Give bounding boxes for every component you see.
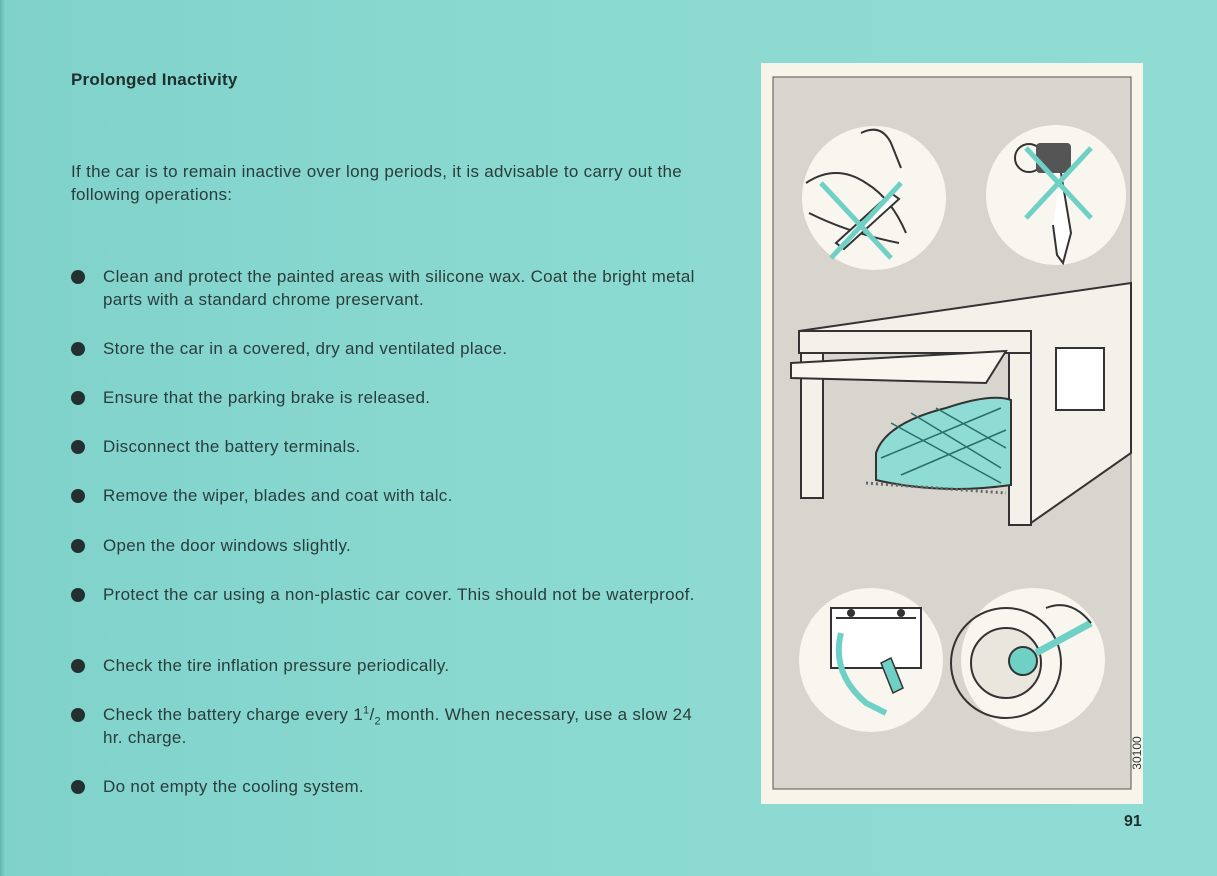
bullet-dot-icon bbox=[71, 659, 85, 673]
ignition-key-icon bbox=[986, 125, 1126, 265]
bullet-dot-icon bbox=[71, 780, 85, 794]
list-item bbox=[71, 484, 711, 507]
bullet-dot-icon bbox=[71, 708, 85, 722]
list-item-text: Open the door windows slightly. bbox=[103, 536, 352, 555]
bullet-dot-icon bbox=[71, 588, 85, 602]
bullet-dot-icon bbox=[71, 270, 85, 284]
illustration-panel bbox=[761, 63, 1143, 804]
list-item-text: Protect the car using a non-plastic car cover. This should not be waterproof. bbox=[103, 585, 695, 604]
bullet-dot-icon bbox=[71, 342, 85, 356]
list-item-text: Ensure that the parking brake is released. bbox=[103, 388, 431, 407]
battery-terminal-icon bbox=[799, 588, 943, 732]
list-item bbox=[71, 775, 711, 798]
handbrake-icon bbox=[802, 126, 946, 270]
list-item-text: Check the battery charge every $1^1/_2$ month. When necessary, use a slow 24 hr. charge. bbox=[103, 704, 693, 747]
bullet-dot-icon bbox=[71, 440, 85, 454]
section-title: Prolonged Inactivity bbox=[71, 70, 238, 89]
list-item-text: Do not empty the cooling system. bbox=[103, 777, 364, 796]
list-item bbox=[71, 703, 711, 749]
list-item-text: Store the car in a covered, dry and ventilated place. bbox=[103, 339, 508, 358]
list-item-text: Check the tire inflation pressure periodically. bbox=[103, 656, 450, 675]
page-number: 91 bbox=[1124, 813, 1142, 830]
list-item-text: Clean and protect the painted areas with silicone wax. Coat the bright metal parts with a standard chrome preservant. bbox=[103, 267, 695, 309]
list-item bbox=[71, 435, 711, 458]
list-item bbox=[71, 583, 711, 606]
binding-edge bbox=[0, 0, 6, 876]
intro-paragraph: If the car is to remain inactive over long periods, it is advisable to carry out the following operations: bbox=[71, 162, 683, 204]
illustration-svg bbox=[761, 63, 1143, 804]
bullet-dot-icon bbox=[71, 391, 85, 405]
figure-code: 30100 bbox=[1130, 736, 1144, 770]
list-item bbox=[71, 337, 711, 360]
list-item-text: Remove the wiper, blades and coat with talc. bbox=[103, 486, 453, 505]
list-item bbox=[71, 654, 711, 677]
list-item-text: Disconnect the battery terminals. bbox=[103, 437, 361, 456]
bullet-dot-icon bbox=[71, 489, 85, 503]
list-item bbox=[71, 534, 711, 557]
list-item bbox=[71, 265, 711, 311]
list-item bbox=[71, 386, 711, 409]
bullet-dot-icon bbox=[71, 539, 85, 553]
